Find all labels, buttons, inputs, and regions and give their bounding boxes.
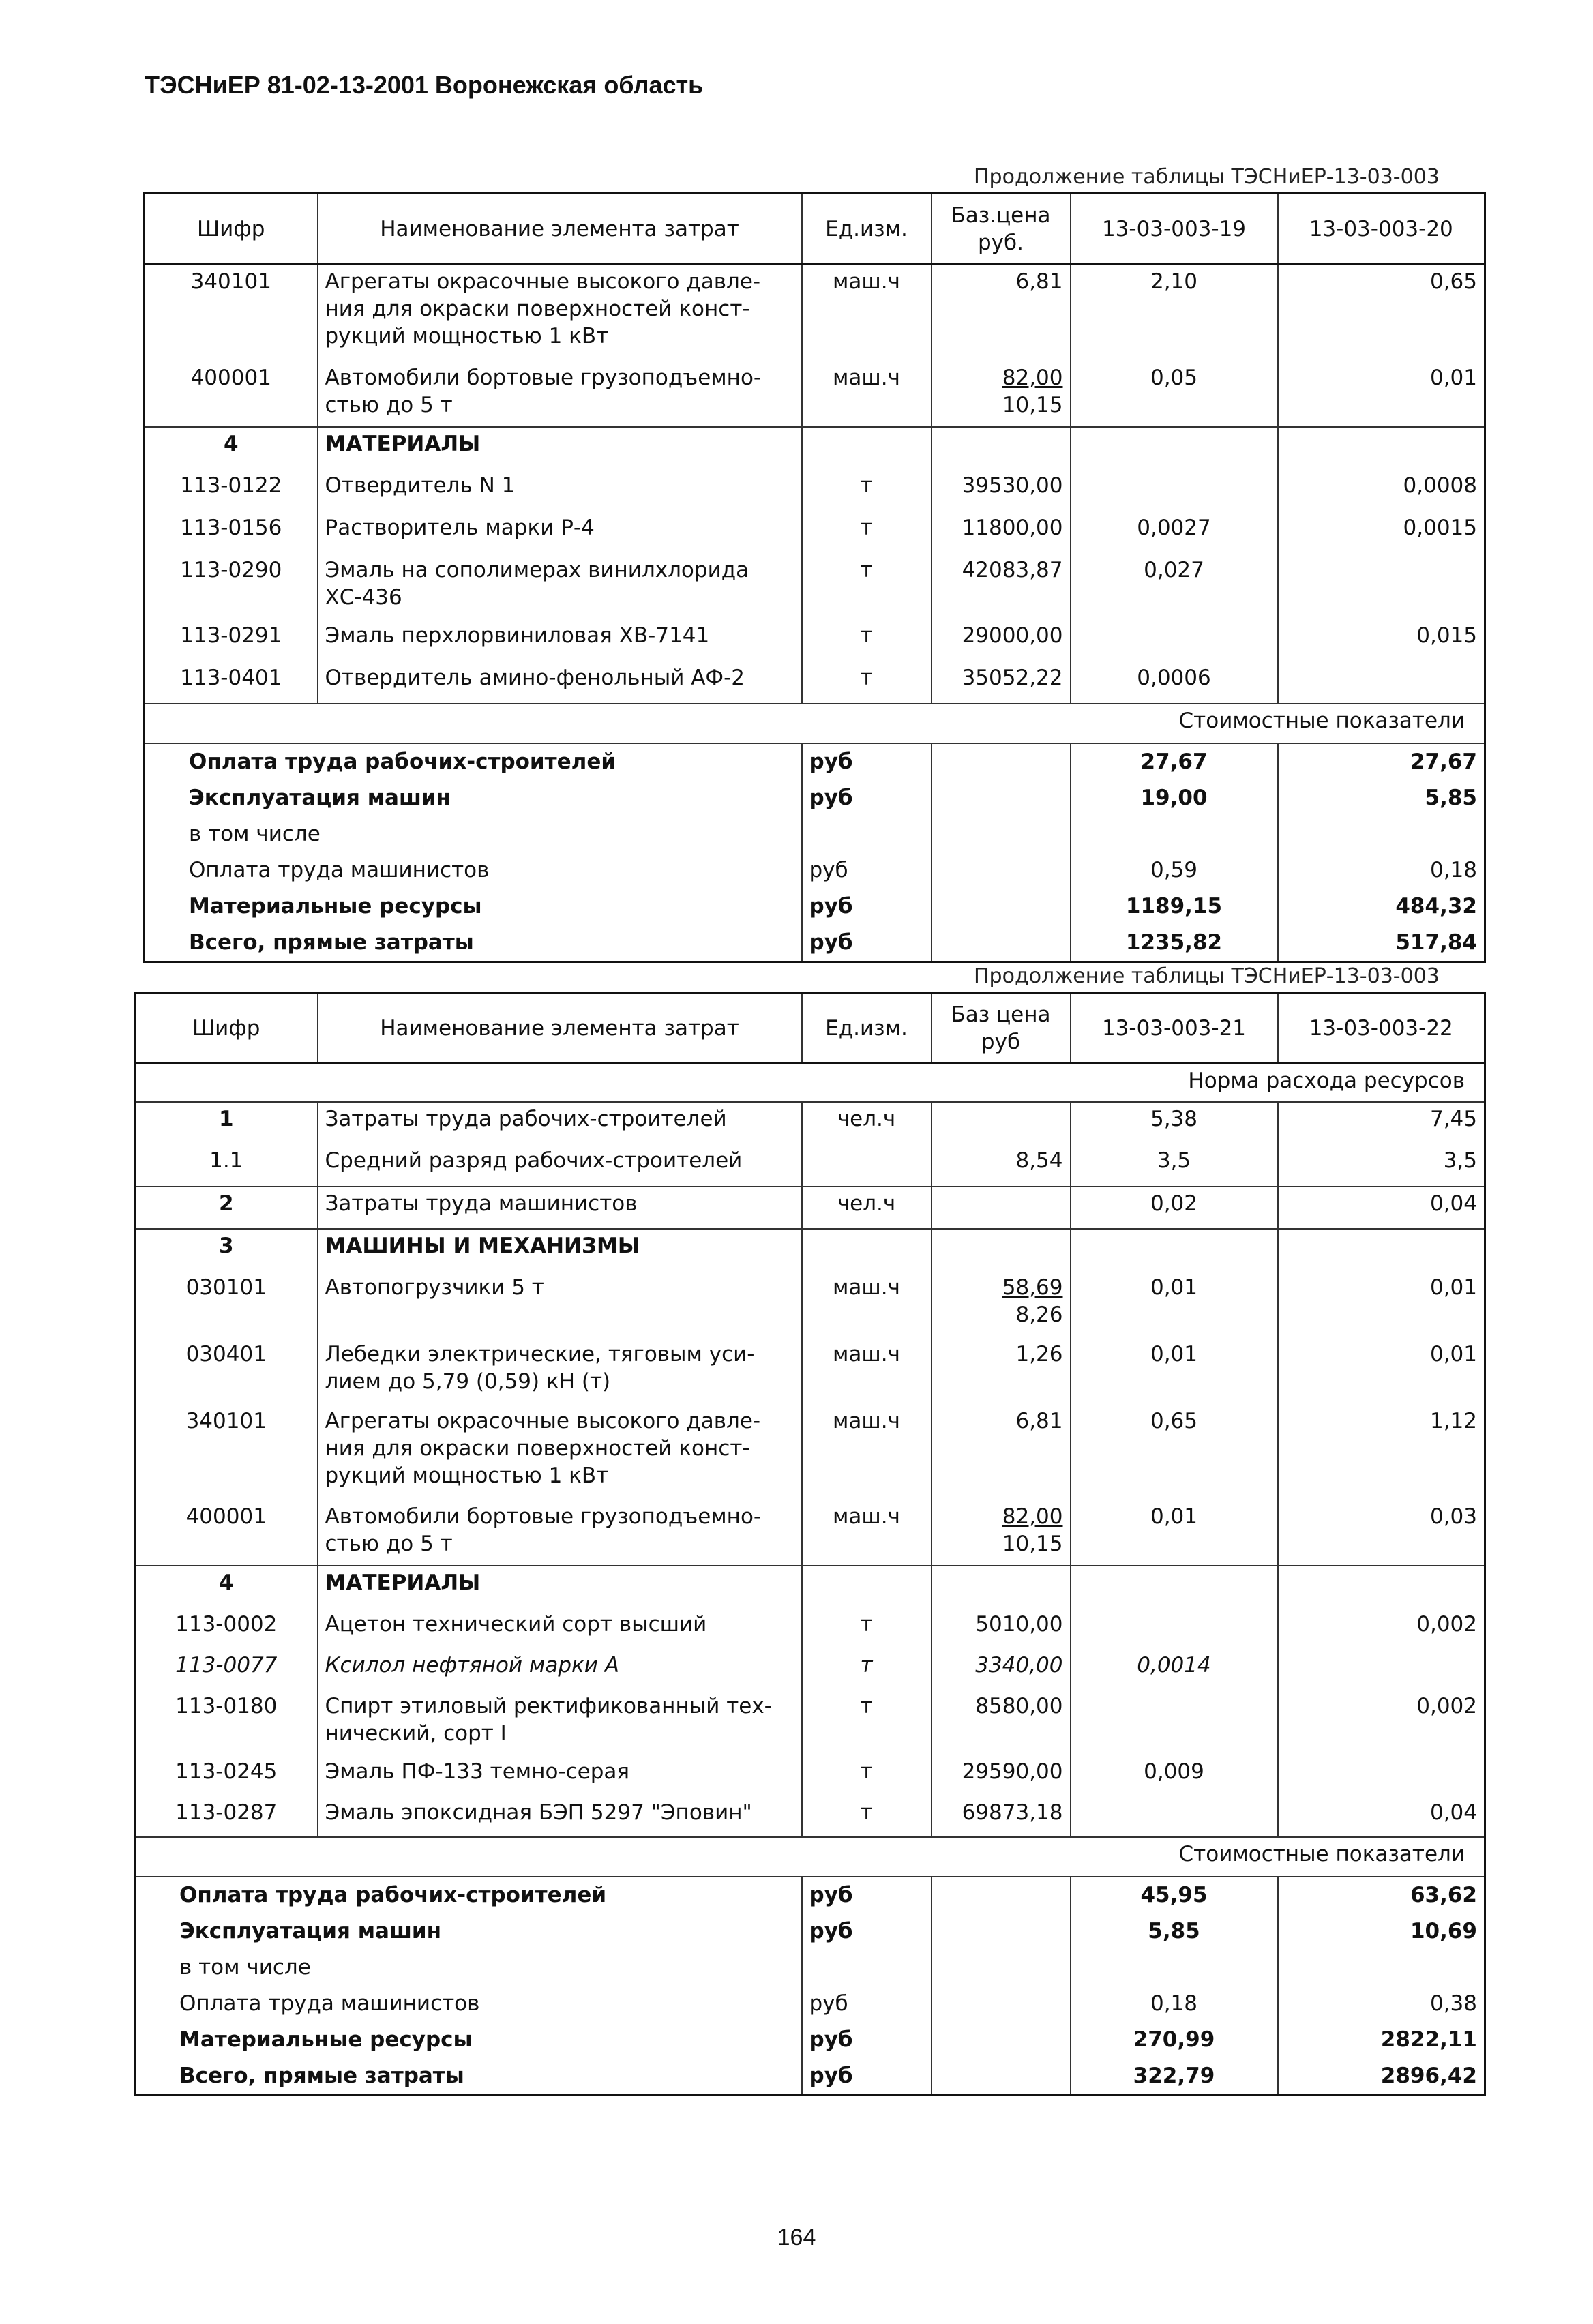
cell-price: 29590,00 — [932, 1755, 1071, 1796]
cell-name: Эмаль перхлорвиниловая ХВ-7141 — [318, 619, 802, 661]
resource-table-2 — [134, 992, 1486, 2096]
cell-name: Автопогрузчики 5 т — [318, 1271, 802, 1338]
cell-code: 113-0287 — [175, 1800, 278, 1825]
cell-unit: т — [802, 469, 932, 511]
section-materials-row — [135, 1566, 1485, 1608]
cell-name: Автомобили бортовые грузоподъемно-стью до 5 т — [318, 361, 802, 427]
table-1-caption: Продолжение таблицы ТЭСНиЕР-13-03-003 — [974, 165, 1440, 189]
summary-value-a: 19,00 — [1071, 780, 1278, 816]
cell-name: Эмаль эпоксидная БЭП 5297 "Эповин" — [318, 1796, 802, 1837]
cell-name: Лебедки электрические, тяговым уси-лием до 5,79 (0,59) кН (т) — [318, 1338, 802, 1405]
table-row — [135, 1690, 1485, 1755]
price-value: 82,00 — [1002, 1504, 1063, 1529]
summary-unit: руб — [802, 1913, 932, 1950]
cell-unit: т — [802, 1755, 932, 1796]
cell-norm-a: 0,009 — [1071, 1755, 1278, 1796]
col-header-unit: Ед.изм. — [802, 993, 932, 1064]
cell-name: Агрегаты окрасочные высокого давле-ния для окраски поверхностей конст-рукций мощностью 1 кВт — [318, 1405, 802, 1500]
summary-row — [135, 1986, 1485, 2022]
summary-label: Всего, прямые затраты — [189, 929, 474, 955]
cell-norm-b: 0,01 — [1278, 1338, 1485, 1405]
table-row — [145, 661, 1485, 704]
cell-code: 113-0290 — [180, 557, 282, 582]
cell-price: 39530,00 — [932, 469, 1071, 511]
table-row — [135, 1102, 1485, 1144]
col-header-name: Наименование элемента затрат — [318, 194, 802, 265]
cell-norm-a: 5,38 — [1071, 1102, 1278, 1144]
summary-value-b: 2896,42 — [1278, 2058, 1485, 2096]
price-value: 58,69 — [1002, 1275, 1063, 1300]
summary-value-b: 10,69 — [1278, 1913, 1485, 1950]
summary-row — [145, 852, 1485, 889]
price-value-2: 10,15 — [1002, 1531, 1063, 1556]
section-materials-row — [145, 427, 1485, 469]
cell-code: 1 — [218, 1106, 234, 1131]
cell-unit: маш.ч — [802, 1500, 932, 1566]
section-number: 4 — [145, 427, 318, 469]
cell-unit: чел.ч — [802, 1187, 932, 1229]
cell-price — [932, 1187, 1071, 1229]
summary-value-b: 484,32 — [1278, 889, 1485, 925]
cell-name: Эмаль ПФ-133 темно-серая — [318, 1755, 802, 1796]
summary-label: Оплата труда машинистов — [179, 1991, 480, 2016]
cell-code: 030101 — [185, 1275, 267, 1300]
cell-norm-a: 0,65 — [1071, 1405, 1278, 1500]
cell-norm-b: 1,12 — [1278, 1405, 1485, 1500]
cell-unit: т — [802, 1690, 932, 1755]
cell-code: 400001 — [190, 365, 271, 390]
section-title: МАТЕРИАЛЫ — [318, 1566, 802, 1608]
cell-norm-a: 0,0014 — [1071, 1649, 1278, 1690]
cell-unit: т — [802, 511, 932, 554]
cell-code: 113-0077 — [175, 1652, 278, 1678]
summary-label: Материальные ресурсы — [189, 893, 482, 919]
table-row — [145, 511, 1485, 554]
cell-norm-a: 3,5 — [1071, 1144, 1278, 1187]
cell-price: 35052,22 — [932, 661, 1071, 704]
cell-price — [932, 1500, 1071, 1566]
cell-code: 340101 — [190, 269, 271, 294]
summary-unit: руб — [802, 780, 932, 816]
summary-row — [135, 2022, 1485, 2058]
cell-code: 113-0401 — [180, 665, 282, 690]
cell-norm-b: 0,01 — [1278, 361, 1485, 427]
cell-unit: т — [802, 661, 932, 704]
cell-norm-a — [1071, 619, 1278, 661]
cell-norm-b: 0,015 — [1278, 619, 1485, 661]
section-number: 3 — [135, 1229, 318, 1271]
section-number: 4 — [135, 1566, 318, 1608]
cell-code: 113-0002 — [175, 1611, 278, 1637]
table-row — [145, 361, 1485, 427]
cell-norm-a — [1071, 469, 1278, 511]
summary-label: в том числе — [179, 1954, 311, 1980]
cell-name: Затраты труда машинистов — [318, 1187, 802, 1229]
cell-norm-a: 0,05 — [1071, 361, 1278, 427]
cell-price: 11800,00 — [932, 511, 1071, 554]
summary-label: Оплата труда машинистов — [189, 857, 490, 882]
summary-unit: руб — [802, 925, 932, 962]
col-header-unit: Ед.изм. — [802, 194, 932, 265]
summary-value-b: 517,84 — [1278, 925, 1485, 962]
table-row — [135, 1338, 1485, 1405]
cell-price: 69873,18 — [932, 1796, 1071, 1837]
cell-norm-b: 0,002 — [1278, 1690, 1485, 1755]
cell-name: Затраты труда рабочих-строителей — [318, 1102, 802, 1144]
resource-table-1 — [143, 192, 1486, 963]
cell-norm-a: 0,02 — [1071, 1187, 1278, 1229]
col-header-norm-b: 13-03-003-22 — [1278, 993, 1485, 1064]
cell-norm-b: 0,65 — [1278, 265, 1485, 361]
cell-norm-b: 0,04 — [1278, 1796, 1485, 1837]
summary-row — [145, 816, 1485, 852]
cost-indicators-band — [145, 704, 1485, 743]
table-row — [145, 469, 1485, 511]
cell-unit — [802, 1144, 932, 1187]
cell-code: 2 — [135, 1187, 318, 1229]
table-row — [135, 1144, 1485, 1187]
page-title: ТЭСНиЕР 81-02-13-2001 Воронежская область — [145, 71, 704, 99]
summary-row — [145, 925, 1485, 962]
cell-norm-a: 0,0006 — [1071, 661, 1278, 704]
cell-unit: маш.ч — [802, 265, 932, 361]
cell-norm-a: 0,01 — [1071, 1338, 1278, 1405]
cell-norm-b: 0,002 — [1278, 1608, 1485, 1649]
table-row — [145, 619, 1485, 661]
cell-price — [932, 1271, 1071, 1338]
summary-value-b: 5,85 — [1278, 780, 1485, 816]
table-row — [135, 1796, 1485, 1837]
summary-row — [135, 2058, 1485, 2096]
cell-unit: т — [802, 619, 932, 661]
summary-label: Материальные ресурсы — [179, 2027, 473, 2052]
cell-name: Агрегаты окрасочные высокого давле-ния для окраски поверхностей конст-рукций мощностью 1 кВт — [318, 265, 802, 361]
cell-code: 1.1 — [209, 1148, 243, 1173]
table-row — [135, 1608, 1485, 1649]
price-value-2: 10,15 — [1002, 392, 1063, 417]
cell-price: 8,54 — [932, 1144, 1071, 1187]
norm-band — [135, 1064, 1485, 1102]
summary-value-a: 1189,15 — [1071, 889, 1278, 925]
cell-norm-a — [1071, 1608, 1278, 1649]
page-number: 164 — [777, 2224, 816, 2250]
cell-norm-b: 0,0015 — [1278, 511, 1485, 554]
table-2-caption: Продолжение таблицы ТЭСНиЕР-13-03-003 — [974, 964, 1440, 988]
price-value-2: 8,26 — [1015, 1302, 1063, 1327]
summary-value-a: 0,59 — [1071, 852, 1278, 889]
summary-value-a: 1235,82 — [1071, 925, 1278, 962]
summary-unit: руб — [802, 2022, 932, 2058]
cell-price: 42083,87 — [932, 554, 1071, 619]
cell-code: 113-0180 — [175, 1693, 278, 1718]
cell-unit: т — [802, 1608, 932, 1649]
table-row — [135, 1755, 1485, 1796]
col-header-price: Баз.цена руб. — [932, 194, 1071, 265]
cell-norm-b: 3,5 — [1278, 1144, 1485, 1187]
table-row — [145, 265, 1485, 361]
cell-price: 3340,00 — [932, 1649, 1071, 1690]
cell-norm-b — [1278, 1649, 1485, 1690]
col-header-name: Наименование элемента затрат — [318, 993, 802, 1064]
cell-unit: маш.ч — [802, 1271, 932, 1338]
cell-price: 6,81 — [932, 265, 1071, 361]
cell-norm-b — [1278, 1755, 1485, 1796]
cell-code: 340101 — [185, 1408, 267, 1433]
section-title: МАШИНЫ И МЕХАНИЗМЫ — [318, 1229, 802, 1271]
cell-norm-a: 0,01 — [1071, 1500, 1278, 1566]
cell-code: 113-0291 — [180, 623, 282, 648]
col-header-norm-b: 13-03-003-20 — [1278, 194, 1485, 265]
cell-code: 113-0245 — [175, 1759, 278, 1784]
summary-row — [135, 1950, 1485, 1986]
cell-price: 29000,00 — [932, 619, 1071, 661]
summary-row — [145, 743, 1485, 780]
cell-name: Ксилол нефтяной марки А — [318, 1649, 802, 1690]
summary-value-b: 2822,11 — [1278, 2022, 1485, 2058]
cell-name: Растворитель марки Р-4 — [318, 511, 802, 554]
cell-norm-b: 0,03 — [1278, 1500, 1485, 1566]
col-header-code: Шифр — [192, 1015, 260, 1041]
cell-code: 113-0156 — [180, 515, 282, 540]
band-label: Стоимостные показатели — [135, 1837, 1485, 1877]
summary-unit: руб — [802, 852, 932, 889]
table-row — [135, 1500, 1485, 1566]
summary-unit: руб — [802, 1986, 932, 2022]
summary-label: Оплата труда рабочих-строителей — [179, 1882, 607, 1907]
cell-code: 113-0122 — [180, 473, 282, 498]
summary-value-a: 0,18 — [1071, 1986, 1278, 2022]
cell-name: Отвердитель N 1 — [318, 469, 802, 511]
summary-value-b: 63,62 — [1278, 1877, 1485, 1913]
cell-norm-a: 2,10 — [1071, 265, 1278, 361]
cell-name: Спирт этиловый ректификованный тех-нический, сорт I — [318, 1690, 802, 1755]
summary-unit: руб — [802, 743, 932, 780]
cell-unit: маш.ч — [802, 1338, 932, 1405]
table-row — [145, 554, 1485, 619]
table-row — [135, 1271, 1485, 1338]
section-title: МАТЕРИАЛЫ — [318, 427, 802, 469]
col-header-norm-a: 13-03-003-21 — [1071, 993, 1278, 1064]
cell-unit: т — [802, 1649, 932, 1690]
summary-label: Эксплуатация машин — [179, 1918, 442, 1943]
summary-value-b: 27,67 — [1278, 743, 1485, 780]
cell-unit: маш.ч — [802, 361, 932, 427]
cell-price: 6,81 — [932, 1405, 1071, 1500]
cell-norm-b: 0,04 — [1278, 1187, 1485, 1229]
summary-row — [145, 889, 1485, 925]
col-header-price: Баз цена руб — [932, 993, 1071, 1064]
summary-unit: руб — [802, 889, 932, 925]
col-header-code: Шифр — [197, 216, 265, 241]
summary-label: в том числе — [189, 821, 321, 846]
cell-unit: т — [802, 1796, 932, 1837]
cell-norm-b: 0,0008 — [1278, 469, 1485, 511]
cell-name: Средний разряд рабочих-строителей — [318, 1144, 802, 1187]
cell-code: 030401 — [185, 1341, 267, 1367]
price-value: 82,00 — [1002, 365, 1063, 390]
summary-row — [145, 780, 1485, 816]
section-machines-row — [135, 1229, 1485, 1271]
table-row — [135, 1649, 1485, 1690]
cell-norm-a: 0,0027 — [1071, 511, 1278, 554]
cell-name: Ацетон технический сорт высший — [318, 1608, 802, 1649]
summary-row — [135, 1877, 1485, 1913]
summary-value-b: 0,18 — [1278, 852, 1485, 889]
band-label: Стоимостные показатели — [145, 704, 1485, 743]
cell-name: Отвердитель амино-фенольный АФ-2 — [318, 661, 802, 704]
summary-label: Всего, прямые затраты — [179, 2063, 464, 2088]
summary-value-a: 322,79 — [1071, 2058, 1278, 2096]
table-row — [135, 1187, 1485, 1229]
cell-norm-b: 7,45 — [1278, 1102, 1485, 1144]
summary-unit: руб — [802, 2058, 932, 2096]
cell-unit: чел.ч — [802, 1102, 932, 1144]
cell-price — [932, 361, 1071, 427]
summary-value-b: 0,38 — [1278, 1986, 1485, 2022]
cell-price: 5010,00 — [932, 1608, 1071, 1649]
cell-code: 400001 — [185, 1504, 267, 1529]
summary-value-a: 5,85 — [1071, 1913, 1278, 1950]
summary-value-a: 27,67 — [1071, 743, 1278, 780]
cell-price: 8580,00 — [932, 1690, 1071, 1755]
cell-name: Эмаль на сополимерах винилхлорида ХС-436 — [318, 554, 802, 619]
cell-price — [932, 1102, 1071, 1144]
summary-label: Эксплуатация машин — [189, 785, 451, 810]
cell-norm-b — [1278, 554, 1485, 619]
cell-norm-a — [1071, 1690, 1278, 1755]
col-header-norm-a: 13-03-003-19 — [1071, 194, 1278, 265]
table-row — [135, 1405, 1485, 1500]
summary-label: Оплата труда рабочих-строителей — [189, 749, 616, 774]
cell-unit: т — [802, 554, 932, 619]
summary-unit: руб — [802, 1877, 932, 1913]
cell-norm-a — [1071, 1796, 1278, 1837]
band-label: Норма расхода ресурсов — [135, 1064, 1485, 1102]
cell-unit: маш.ч — [802, 1405, 932, 1500]
cell-norm-a: 0,01 — [1071, 1271, 1278, 1338]
cell-price: 1,26 — [932, 1338, 1071, 1405]
summary-value-a: 45,95 — [1071, 1877, 1278, 1913]
cell-name: Автомобили бортовые грузоподъемно-стью до 5 т — [318, 1500, 802, 1566]
summary-value-a: 270,99 — [1071, 2022, 1278, 2058]
cell-norm-b: 0,01 — [1278, 1271, 1485, 1338]
summary-row — [135, 1913, 1485, 1950]
cost-indicators-band — [135, 1837, 1485, 1877]
cell-norm-b — [1278, 661, 1485, 704]
cell-norm-a: 0,027 — [1071, 554, 1278, 619]
